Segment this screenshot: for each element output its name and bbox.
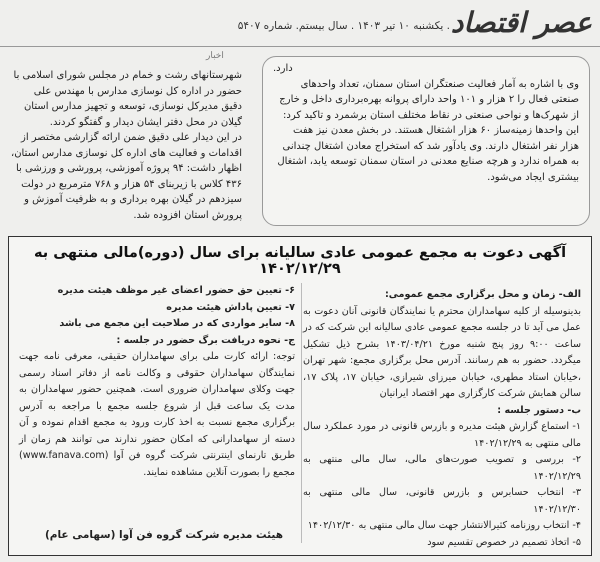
agenda-item-5: ۵- اتخاذ تصمیم در خصوص تقسیم سود — [427, 536, 581, 548]
section-a-heading: الف- زمان و محل برگزاری مجمع عمومی: — [384, 289, 581, 300]
announcement-left-column — [19, 283, 295, 481]
issue-info: . یکشنبه ۱۰ تیر ۱۴۰۳ . سال بیستم. شماره ۵۴۰۷ — [237, 20, 450, 32]
news-box — [262, 56, 590, 226]
attendance-notice: توجه: ارائه کارت ملی برای سهامداران حقیقی، معرفی نامه جهت نمایندگان سهامداران حقوقی و وکالت نامه از دفاتر اسناد رسمی جهت وکلای سهامداران ضروری است. همچنین حضور سهامداران به مدت یک ساعت قبل از شروع جلسه مجمع با مراجعه به آدرس برگزاری مجمع نسبت به اخذ کارت ورود به مجمع اقدام نموده و آن دسته از سهامدارانی که امکان حضور ندارند می توانند هم زمان از طریق تارنمای اینترنتی شرکت گروه فن آوا (www.fanava.com) مجمع را بصورت آنلاین مشاهده نمایند. — [19, 351, 295, 478]
news-paragraph-2: در این دیدار علی دقیق ضمن ارائه گزارشی مختصر از اقدامات و فعالیت های اداره کل نوسازی مدارس استان، اظهار داشت: ۹۴ پروژه آموزشی، پرورشی و ورزشی با ۴۳۶ کلاس با زیربنای ۵۴ هزار و ۷۶۸ مترمربع در دولت سیزدهم در گیلان بهره برداری و به ظرفیت آموزش و پرورش استان افزوده شد. — [10, 132, 242, 221]
header-divider — [0, 46, 600, 47]
section-label: اخبار — [206, 51, 224, 61]
agenda-item-1: ۱- استماع گزارش هیئت مدیره و بازرس قانونی در مورد عملکرد سال مالی منتهی به ۱۴۰۲/۱۲/۲۹ — [303, 421, 581, 449]
agenda-item-2: ۲- بررسی و تصویب صورت‌های مالی، سال مالی منتهی به ۱۴۰۲/۱۲/۲۹ — [303, 454, 581, 482]
agenda-item-8: ۸- سایر مواردی که در صلاحیت این مجمع می باشد — [59, 318, 295, 329]
announcement-title: آگهی دعوت به مجمع عمومی عادی سالیانه برای سال (دوره)مالی منتهی به ۱۴۰۲/۱۲/۲۹ — [33, 245, 567, 277]
agenda-item-3: ۳- انتخاب حسابرس و بازرس قانونی، سال مالی منتهی به ۱۴۰۲/۱۲/۳۰ — [303, 487, 581, 515]
news-paragraph-1: شهرستانهای رشت و خمام در مجلس شورای اسلامی با حضور در اداره کل نوسازی مدارس با مهندس علی دقیق مدیرکل نوسازی، توسعه و تجهیز مدارس استان گیلان در محل دفتر ایشان دیدار و گفتگو کردند. — [13, 70, 242, 128]
announcement-right-column — [303, 287, 581, 551]
section-a-body: بدینوسیله از کلیه سهامداران محترم یا نمایندگان قانونی آنان دعوت به عمل می آید تا در جلسه مجمع عمومی عادی سالیانه این شرکت که در ساعت ۹:۰۰ روز پنج شنبه مورخ ۱۴۰۳/۰۴/۲۱ بشرح ذیل تشکیل میگردد. حضور به هم رسانند. آدرس محل برگزاری مجمع: شهر تهران ،خیابان استاد مطهری، خیابان میرزای شیرازی، خیابان ۱۷، پلاک ۱۷، سالن همایش شرکت کارگزاری مهر اقتصاد ایرانیان — [303, 305, 582, 399]
meeting-announcement — [8, 236, 592, 556]
section-b-heading: ب- دستور جلسه : — [497, 404, 581, 416]
agenda-item-6: ۶- تعیین حق حضور اعضای غیر موظف هیئت مدیره — [57, 285, 295, 296]
page-header — [0, 0, 600, 40]
board-signature: هیئت مدیره شرکت گروه فن آوا (سهامی عام) — [44, 529, 284, 541]
section-c-heading: ج- نحوه دریافت برگ حضور در جلسه : — [116, 334, 295, 346]
news-box-paragraph: وی با اشاره به آمار فعالیت صنعتگران استان سمنان، تعداد واحدهای صنعتی فعال را ۲ هزار و ۱۰۱ واحد دارای پروانه بهره‌برداری داخل و خارج از شهرک‌ها و نواحی صنعتی در نقاط مختلف استان برشمرد و تاکید کرد: این واحدها زمینه‌ساز ۶۰ هزار اشتغال هستند. در بخش معدن نیز هفت هزار نفر اشتغال دارند. وی یادآور شد که استخراج معادن اشتغال چندانی به همراه ندارد و هرچه صنایع معدنی در استان سمنان توسعه یابد، اشتغال بیشتری ایجاد می‌شود. — [277, 78, 579, 183]
column-divider — [301, 283, 302, 543]
agenda-item-7: ۷- تعیین پاداش هیئت مدیره — [166, 301, 295, 313]
newspaper-masthead: عصر اقتصاد — [450, 6, 592, 39]
news-box-first-line: دارد. — [273, 63, 293, 74]
agenda-item-4: ۴- انتخاب روزنامه کثیرالانتشار جهت سال مالی منتهی به ۱۴۰۲/۱۲/۳۰ — [307, 520, 581, 531]
